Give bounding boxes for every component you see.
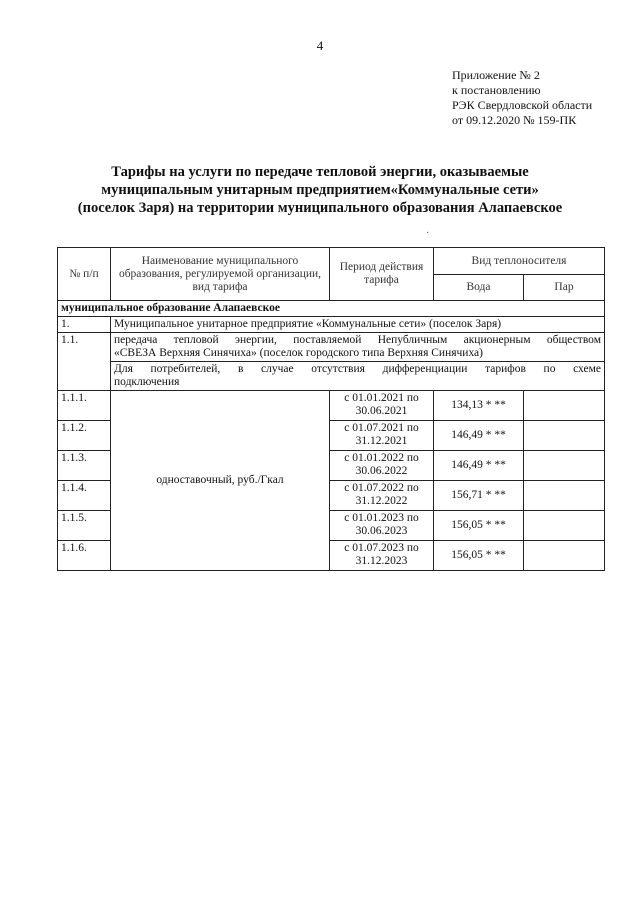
row-num: 1.1.6. bbox=[58, 541, 111, 571]
document-title bbox=[40, 163, 600, 217]
row-period: с 01.07.2021 по 31.12.2021 bbox=[330, 421, 434, 451]
tariff-table bbox=[57, 247, 605, 571]
service-num: 1.1. bbox=[58, 333, 111, 391]
row-water-value: 156,05 * ** bbox=[434, 511, 524, 541]
row-steam-value bbox=[524, 451, 605, 481]
row-steam-value bbox=[524, 421, 605, 451]
title-line: Тарифы на услуги по передаче тепловой энергии, оказываемые bbox=[111, 164, 529, 180]
row-period: с 01.01.2021 по 30.06.2021 bbox=[330, 391, 434, 421]
tariff-type: одноставочный, руб./Гкал bbox=[111, 391, 330, 571]
header-period: Период действия тарифа bbox=[330, 248, 434, 301]
row-water-value: 146,49 * ** bbox=[434, 451, 524, 481]
title-line: (поселок Заря) на территории муниципального образования Алапаевское bbox=[77, 200, 563, 216]
appendix-line: от 09.12.2020 № 159-ПК bbox=[452, 113, 577, 127]
row-period: с 01.07.2022 по 31.12.2022 bbox=[330, 481, 434, 511]
header-water: Вода bbox=[434, 275, 524, 301]
header-name: Наименование муниципального образования, регулируемой организации, вид тарифа bbox=[111, 248, 330, 301]
row-steam-value bbox=[524, 391, 605, 421]
row-water-value: 156,05 * ** bbox=[434, 541, 524, 571]
consumers-line: подключения bbox=[114, 376, 180, 388]
row-water-value: 156,71 * ** bbox=[434, 481, 524, 511]
row-steam-value bbox=[524, 541, 605, 571]
appendix-line: РЭК Свердловской области bbox=[452, 98, 593, 112]
appendix-block bbox=[452, 68, 592, 128]
row-num: 1.1.3. bbox=[58, 451, 111, 481]
consumers-note bbox=[111, 362, 605, 391]
service-description bbox=[111, 333, 605, 362]
row-water-value: 146,49 * ** bbox=[434, 421, 524, 451]
row-period: с 01.01.2022 по 30.06.2022 bbox=[330, 451, 434, 481]
row-num: 1.1.4. bbox=[58, 481, 111, 511]
org-name: Муниципальное унитарное предприятие «Коммунальные сети» (поселок Заря) bbox=[111, 317, 605, 333]
service-line: передача тепловой энергии, поставляемой Непубличным акционерным обществом bbox=[114, 334, 601, 346]
service-line: «СВЕЗА Верхняя Синячиха» (поселок городского типа Верхняя Синячиха) bbox=[114, 347, 483, 359]
header-steam: Пар bbox=[524, 275, 605, 301]
row-num: 1.1.2. bbox=[58, 421, 111, 451]
consumers-line: Для потребителей, в случае отсутствия дифференциации тарифов по схеме bbox=[114, 363, 601, 375]
header-carrier: Вид теплоносителя bbox=[434, 248, 605, 275]
row-steam-value bbox=[524, 481, 605, 511]
row-water-value: 134,13 * ** bbox=[434, 391, 524, 421]
row-num: 1.1.5. bbox=[58, 511, 111, 541]
row-period: с 01.07.2023 по 31.12.2023 bbox=[330, 541, 434, 571]
header-num: № п/п bbox=[58, 248, 111, 301]
title-line: муниципальным унитарным предприятием«Коммунальные сети» bbox=[101, 182, 539, 198]
scan-mark: · bbox=[426, 228, 430, 239]
row-steam-value bbox=[524, 511, 605, 541]
org-num: 1. bbox=[58, 317, 111, 333]
appendix-line: к постановлению bbox=[452, 83, 541, 97]
section-row: муниципальное образование Алапаевское bbox=[58, 301, 605, 317]
appendix-line: Приложение № 2 bbox=[452, 68, 540, 82]
row-num: 1.1.1. bbox=[58, 391, 111, 421]
page-number: 4 bbox=[316, 38, 324, 53]
row-period: с 01.01.2023 по 30.06.2023 bbox=[330, 511, 434, 541]
